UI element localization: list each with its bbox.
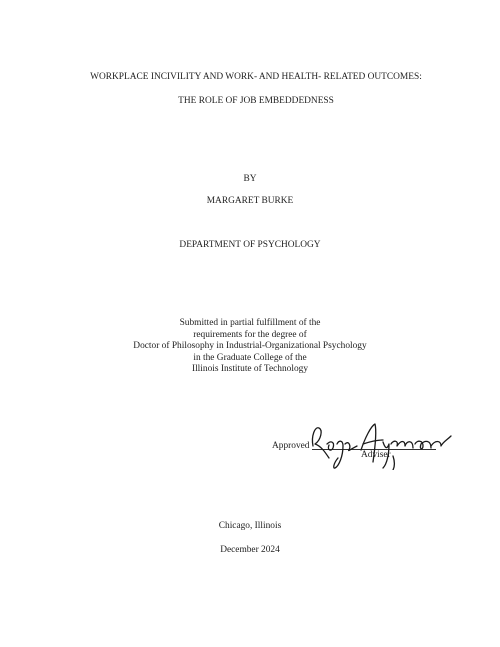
submission-line-4: in the Graduate College of the [193, 352, 307, 363]
adviser-label: Adviser [361, 450, 391, 460]
location: Chicago, Illinois [218, 521, 282, 531]
submission-line-3: Doctor of Philosophy in Industrial-Organizational Psychology [133, 341, 367, 352]
submission-line-5: Illinois Institute of Technology [191, 364, 309, 375]
by-label: BY [243, 174, 257, 184]
thesis-title-line-2: THE ROLE OF JOB EMBEDDEDNESS [178, 96, 334, 106]
author-name: MARGARET BURKE [206, 196, 294, 206]
department-name: DEPARTMENT OF PSYCHOLOGY [179, 240, 321, 250]
submission-statement [0, 318, 500, 376]
submission-date: December 2024 [220, 545, 280, 555]
submission-line-1: Submitted in partial fulfillment of the [179, 318, 321, 328]
handwritten-signature [305, 418, 455, 470]
submission-line-2: requirements for the degree of [193, 329, 307, 340]
approved-label: Approved [272, 441, 310, 451]
thesis-title-line-1: WORKPLACE INCIVILITY AND WORK- AND HEALTH- RELATED OUTCOMES: [90, 72, 422, 82]
